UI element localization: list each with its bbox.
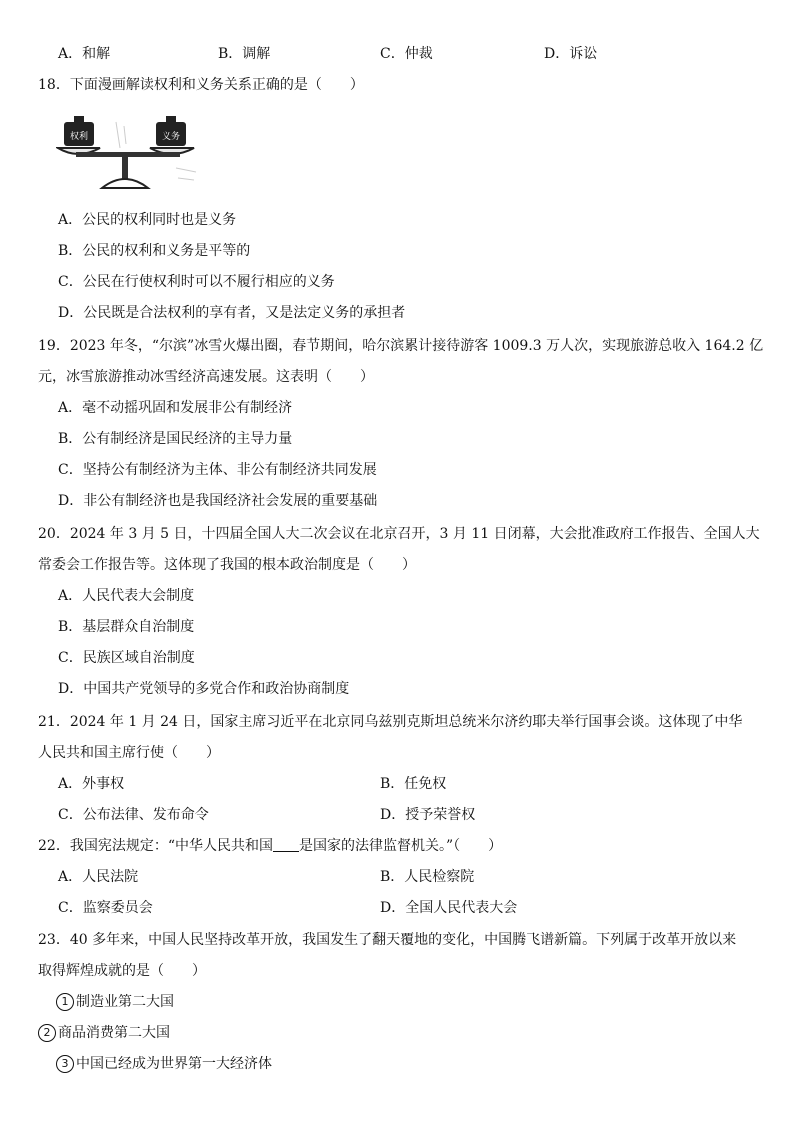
q22-option-b: B．人民检察院	[380, 869, 475, 885]
q19-option-a: A．毫不动摇巩固和发展非公有制经济	[58, 400, 293, 416]
scale-base	[102, 179, 148, 188]
q20-stem-line1: 20．2024 年 3 月 5 日，十四届全国人大二次会议在北京召开，3 月 11 日闭幕，大会批准政府工作报告、全国人大	[38, 526, 760, 542]
q18-option-d: D．公民既是合法权利的享有者，又是法定义务的承担者	[58, 305, 406, 321]
q19-option-c: C．坚持公有制经济为主体、非公有制经济共同发展	[58, 462, 377, 478]
balance-scale-cartoon	[56, 108, 206, 198]
q23-item-2-text: 商品消费第二大国	[58, 1025, 170, 1041]
q18-stem: 18．下面漫画解读权利和义务关系正确的是（ ）	[38, 77, 364, 93]
q21-option-c: C．公布法律、发布命令	[58, 807, 209, 823]
q18-option-b: B．公民的权利和义务是平等的	[58, 243, 251, 259]
q22-stem-post: 是国家的法律监督机关。”（ ）	[298, 838, 503, 854]
q19-stem-line2: 元，冰雪旅游推动冰雪经济高速发展。这表明（ ）	[38, 369, 374, 385]
q23-item-2-number: 2	[38, 1024, 56, 1042]
q20-option-b: B．基层群众自治制度	[58, 619, 195, 635]
q21-option-b: B．任免权	[380, 776, 447, 792]
q21-stem-line1: 21．2024 年 1 月 24 日，国家主席习近平在北京同乌兹别克斯坦总统米尔济约耶夫举行国事会谈。这体现了中华	[38, 714, 743, 730]
q20-option-a: A．人民代表大会制度	[58, 588, 195, 604]
q18-option-a: A．公民的权利同时也是义务	[58, 212, 237, 228]
q18-option-c: C．公民在行使权利时可以不履行相应的义务	[58, 274, 335, 290]
scale-beam	[76, 152, 180, 157]
q22-option-a: A．人民法院	[58, 869, 139, 885]
q20-stem-line2: 常委会工作报告等。这体现了我国的根本政治制度是（ ）	[38, 557, 416, 573]
q21-option-d: D．授予荣誉权	[380, 807, 476, 823]
q17-option-b: B．调解	[218, 46, 271, 62]
q20-option-d: D．中国共产党领导的多党合作和政治协商制度	[58, 681, 350, 697]
q23-item-3-text: 中国已经成为世界第一大经济体	[76, 1056, 272, 1072]
q21-stem-line2: 人民共和国主席行使（ ）	[38, 745, 220, 761]
q17-option-c: C．仲裁	[380, 46, 433, 62]
q22-option-d: D．全国人民代表大会	[380, 900, 518, 916]
q17-option-a: A．和解	[58, 46, 111, 62]
q22-option-c: C．监察委员会	[58, 900, 153, 916]
q19-option-b: B．公有制经济是国民经济的主导力量	[58, 431, 293, 447]
q19-stem-line1: 19．2023 年冬，“尔滨”冰雪火爆出圈，春节期间，哈尔滨累计接待游客 1009.3 万人次，实现旅游总收入 164.2 亿	[38, 338, 764, 354]
q21-option-a: A．外事权	[58, 776, 125, 792]
q17-option-d: D．诉讼	[544, 46, 598, 62]
q23-item-3	[56, 1054, 272, 1074]
q23-item-2	[38, 1023, 170, 1043]
q23-item-3-number: 3	[56, 1055, 74, 1073]
q17-options	[58, 44, 758, 64]
right-weight-label: 义务	[161, 132, 181, 142]
q23-stem-line2: 取得辉煌成就的是（ ）	[38, 963, 206, 979]
q23-item-1-number: 1	[56, 993, 74, 1011]
q20-option-c: C．民族区域自治制度	[58, 650, 195, 666]
left-weight-handle	[74, 116, 84, 124]
q22-stem-pre: 22．我国宪法规定：“中华人民共和国	[38, 838, 273, 854]
q22-stem	[38, 836, 502, 856]
q23-stem-line1: 23．40 多年来，中国人民坚持改革开放，我国发生了翻天覆地的变化，中国腾飞谱新篇。下列属于改革开放以来	[38, 932, 737, 948]
scale-stand	[122, 157, 128, 179]
q23-item-1	[56, 992, 174, 1012]
q22-blank	[273, 837, 299, 852]
right-weight-handle	[166, 116, 176, 124]
left-weight-label: 权利	[69, 132, 89, 142]
q23-item-1-text: 制造业第二大国	[76, 994, 174, 1010]
q19-option-d: D．非公有制经济也是我国经济社会发展的重要基础	[58, 493, 378, 509]
